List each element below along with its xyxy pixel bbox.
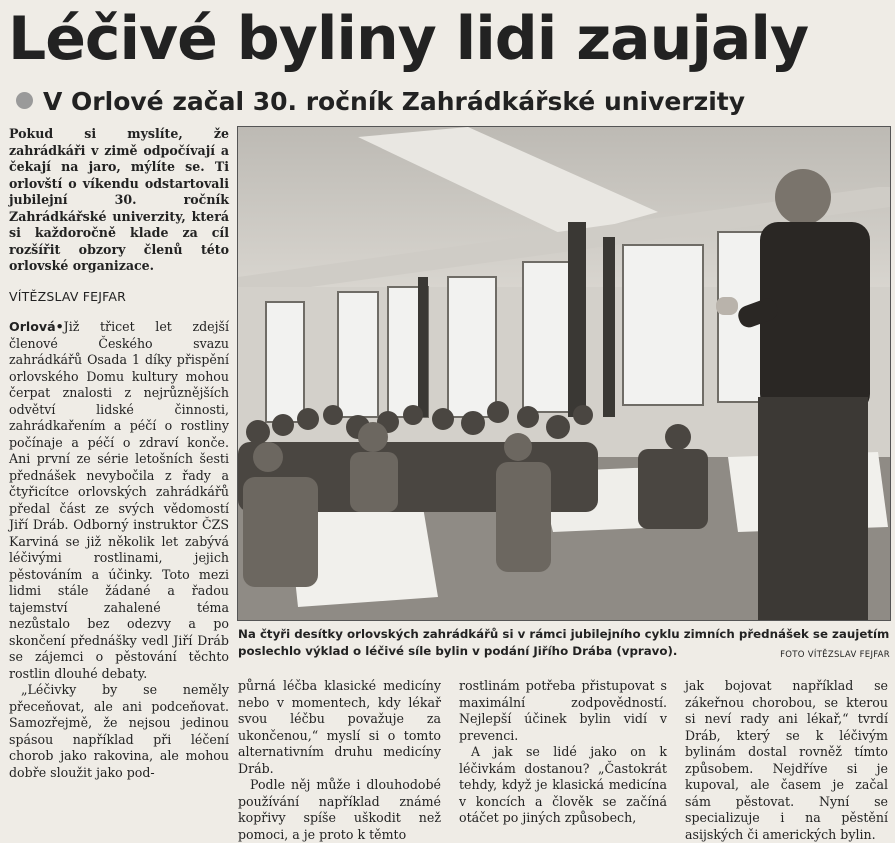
subheadline [10,82,890,122]
dateline-bullet: • [55,319,64,334]
body-paragraph: „Léčivky by se neměly přeceňovat, ale ani podceňovat. Samozřejmě, že nejsou jedinou spásou například při léčení chorob jako rakovina, ale mohou dobře sloužit jako pod- [9,682,229,780]
body-paragraph: rostlinám potřeba přistupovat s maximální zodpovědností. Nejlepší účinek bylin vidí v prevenci. [459,678,667,743]
body-paragraph: A jak se lidé jako on k léčivkám dostanou? „Častokrát tehdy, když je klasická medicína v koncích a člověk se začíná otáčet po jiných způsobech, [459,744,667,825]
article-photo [237,126,891,621]
byline: VÍTĚZSLAV FEJFAR [9,288,127,304]
caption-text: Na čtyři desítky orlovských zahrádkářů si v rámci jubilejního cyklu zimních přednášek se zaujetím poslechlo výklad o léčivé síle bylin v podání Jiřího Drába (vpravo). [238,627,890,658]
body-text: Již třicet let zdejší členové Českého svazu zahrádkářů Osada 1 díky přispění orlovského Domu kultury mohou čerpat znalosti z nejrůznějších odvětví lidské činnosti, zahrádkařením a péčí o rostliny počínaje a péčí o zdraví konče. Ani první ze série letošních šesti přednášek nevybočila z řady a čtyřicítce orlovských zahrádkářů předal část ze svých vědomostí Jiří Dráb. Odborný instruktor ČZS Karviná se již několik let zabývá léčivými rostlinami, jejich pěstováním a účinky. Toto mezi lidmi stále žádané a řadou tajemství zahalené téma nezůstalo bez odezvy a po skončení přednášky vedl Jiří Dráb se zájemci o pěstování těchto rostlin dlouhé debaty. [9,319,229,681]
body-paragraph: jak bojovat například se zákeřnou chorobou, se kterou si neví rady ani lékař,“ tvrdí Dráb, který se k léčivým bylinám dostal rovněž tímto způsobem. Nejdříve si je kupoval, ale časem je začal sám pěstovat. Nyní se specializuje i na pěstění asijských či amerických bylin. [685,678,888,842]
body-paragraph [9,319,229,682]
photo-illustration [238,127,890,620]
body-paragraph: půrná léčba klasické medicíny nebo v momentech, kdy lékař svou léčbu považuje za ukončenou,“ myslí si o tomto alternativním druhu medicíny Dráb. [238,678,441,776]
column-1 [9,126,229,781]
photo-caption [238,626,890,664]
bullet-dot [16,92,33,109]
lead-paragraph: Pokud si myslíte, že zahrádkáři v zimě odpočívají a čekají na jaro, mýlíte se. Ti orlovští o víkendu odstartovali jubilejní 30. ročník Zahrádkářské univerzity, která si každoročně klade za cíl rozšířit obzory členů této orlovské organizace. [9,126,229,273]
photo-credit: FOTO VÍTĚZSLAV FEJFAR [780,650,890,660]
body-paragraph: Podle něj může i dlouhodobé používání například známé kopřivy spíše uškodit než pomoci, a je proto k těmto [238,777,441,842]
column-2 [238,678,441,843]
column-4 [685,678,888,843]
dateline: Orlová [9,319,56,334]
column-3 [459,678,667,827]
subheadline-text: V Orlové začal 30. ročník Zahrádkářské univerzity [43,87,746,116]
headline: Léčivé byliny lidi zaujaly [8,4,809,74]
